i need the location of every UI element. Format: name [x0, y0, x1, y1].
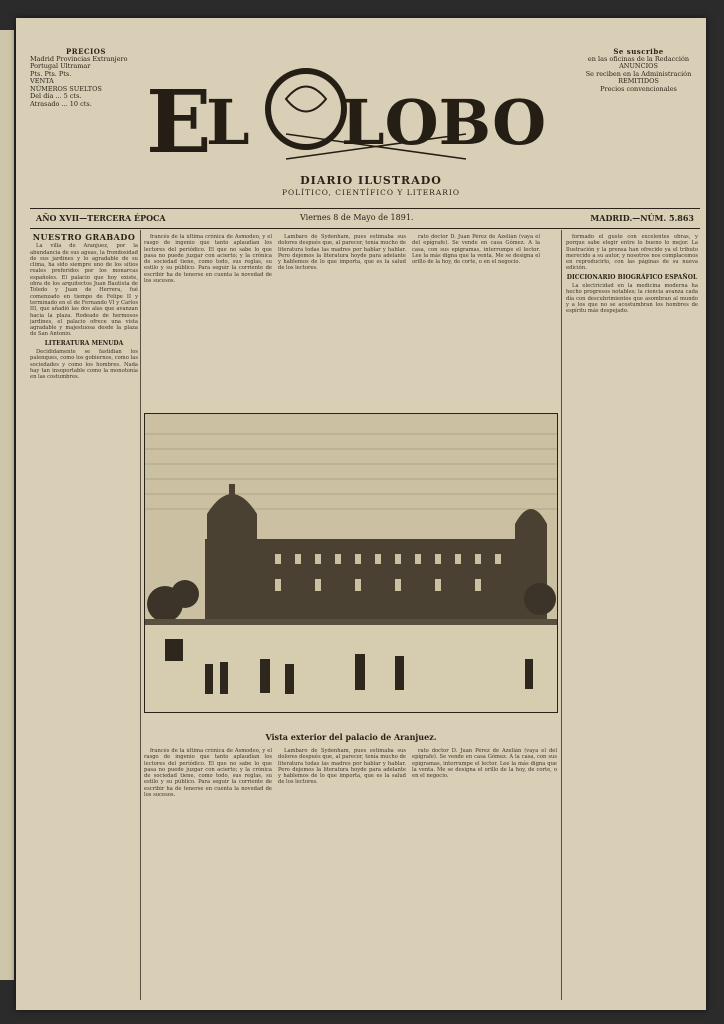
masthead-rule	[30, 208, 700, 209]
column-4	[412, 234, 540, 409]
masthead-subtitle: DIARIO ILUSTRADO	[300, 174, 442, 187]
rates-text: Madrid Provincias Extranjero Portugal Ultramar Pts. Pts. Pts. VENTA NÚMEROS SUELTOS Del día ... 5 cts. Atrasado ... 10 cts.	[30, 54, 128, 108]
subscription-box	[576, 48, 701, 198]
col1-text2: Decididamente se fastidian los palenques, como los gobiernos, como las sociedades y como los hombres. Nada hay tan insoportable como la monotonía en las costumbres.	[30, 349, 138, 381]
column-4-lower	[412, 748, 557, 1003]
issue-label: AÑO XVII—TERCERA ÉPOCA	[36, 213, 166, 223]
column-divider	[561, 230, 562, 1000]
col3-text: Lambaro de Sydenham, pues estimaba sus dolores después que, al parecer, tenía mucho de literatura todas las madres por hablar y hablar. Pero dejemos la literatura hoyde para adelante y hablemos de lo que importa, que es la salud de los lectores.	[278, 234, 406, 272]
col5-subheading: DICCIONARIO BIOGRÁFICO ESPAÑOL	[566, 273, 698, 281]
engraving-caption: Vista exterior del palacio de Aranjuez.	[265, 732, 437, 742]
subs-heading: Se suscribe	[613, 48, 664, 56]
column-3	[278, 234, 406, 409]
col1-heading: NUESTRO GRABADO	[32, 234, 136, 242]
col4-lower-text: rato doctor D. Juan Pérez de Azelián (vaya el del epígrafe). Se vende en casa Gómez. A la casa, con sus epigramas, interrumpe el lector. Lee la más digna que la venta. Me se designa el orillo de la hoy, de corte, o en el negocio.	[412, 748, 557, 780]
fence	[145, 619, 557, 625]
column-2-lower	[144, 748, 272, 1003]
col1-text: La villa de Aranjuez, por la abundancia de sus aguas, la frondosidad de sus jardines y lo agradable de su clima, ha sido siempre uno de los sitios reales preferidos por los monarcas españoles. El palacio que hoy existe, obra de los arquitectos Juan Bautista de Toledo y Juan de Herrera, fué comenzado en tiempo de Felipe II y terminado en el de Fernando VI y Carlos III, que añadió las dos alas que avanzan hacia la plaza. Rodeado de hermosos jardines, el palacio ofrece una vista agradable y majestuosa desde la plaza de San Antonio.	[30, 243, 138, 338]
logo-letter-e: E	[146, 72, 212, 164]
palace-engraving	[144, 413, 558, 713]
el-globo-logo	[136, 64, 576, 164]
rates-box	[30, 48, 142, 198]
rates-heading: PRECIOS	[66, 48, 106, 56]
column-2	[144, 234, 272, 409]
col2-text: francés de la última crónica de Asmodeo, y el rasgo de ingenio que tanto aplaudían los lectores del periódico. El que no sabe lo que pasa no puede juzgar con acierto; y la crónica de sociedad tiene, como todo, sus reglas, su estilo y su público. Para seguir la corriente de escribir ha de tenerse en cuenta la novedad de los sucesos.	[144, 234, 272, 285]
adjacent-page-edge	[0, 30, 14, 980]
dateline	[30, 213, 700, 227]
newspaper-page	[16, 18, 706, 1010]
col2-lower-text: francés de la última crónica de Asmodeo, y el rasgo de ingenio que tanto aplaudían los lectores del periódico. El que no sabe lo que pasa no puede juzgar con acierto; y la crónica de sociedad tiene, como todo, sus reglas, su estilo y su público. Para seguir la corriente de escribir ha de tenerse en cuenta la novedad de los sucesos.	[144, 748, 272, 799]
col5-text2: La electricidad en la medicina moderna ha hecho progresos notables; la ciencia avanza cada día con descubrimientos que asombran al mundo y a los que no se acostumbran los hombres de espíritu más despejado.	[566, 283, 698, 315]
column-5	[566, 234, 698, 1004]
svg-text:LOBO: LOBO	[341, 86, 547, 159]
masthead	[16, 18, 706, 208]
column-divider	[140, 230, 141, 1000]
col3-lower-text: Lambaro de Sydenham, pues estimaba sus dolores después que, al parecer, tenía mucho de literatura todas las madres por hablar y hablar. Pero dejemos la literatura hoyde para adelante y hablemos de lo que importa, que es la salud de los lectores.	[278, 748, 406, 786]
column-3-lower	[278, 748, 406, 1003]
number-label: MADRID.—NÚM. 5.863	[590, 213, 694, 223]
svg-text:L: L	[206, 86, 250, 159]
date-label: Viernes 8 de Mayo de 1891.	[300, 213, 414, 222]
subs-text: en las oficinas de la Redacción ANUNCIOS Se reciben en la Administración REMITIDOS Precios convencionales	[585, 54, 692, 93]
column-1	[30, 234, 138, 1004]
col4-text: rato doctor D. Juan Pérez de Azelián (vaya el del epígrafe). Se vende en casa Gómez. A la casa, con sus epigramas, interrumpe el lector. Lee la más digna que la venta. Me se designa el orillo de la hoy, de corte, o en el negocio.	[412, 234, 540, 266]
dateline-rule	[30, 228, 700, 229]
col1-subheading: LITERATURA MENUDA	[44, 339, 124, 347]
masthead-tagline: POLÍTICO, CIENTÍFICO Y LITERARIO	[281, 188, 461, 197]
col5-text: formado el gusto con excelentes obras, y porque sabe elegir entre lo bueno lo mejor. La Ilustración y la prensa han ofrecido ya el tributo merecido a su autor, y nosotros nos complacemos en reproducirlo, con las páginas de su nueva edición.	[566, 234, 698, 272]
